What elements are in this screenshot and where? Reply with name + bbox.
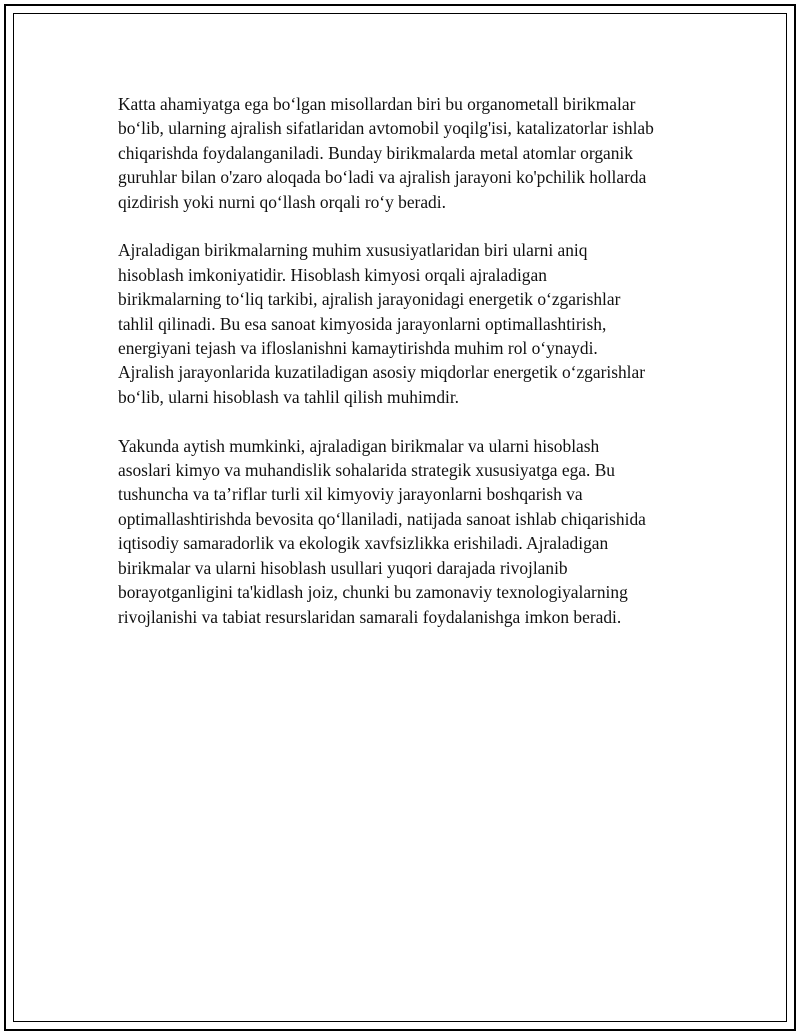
document-body	[118, 92, 696, 653]
paragraph-2: Ajraladigan birikmalarning muhim xususiyatlaridan biri ularni aniq hisoblash imkoniyatidir. Hisoblash kimyosi orqali ajraladigan birikmalarning to‘liq tarkibi, ajralish jarayonidagi energetik o‘zgarishlar tahlil qilinadi. Bu esa sanoat kimyosida jarayonlarni optimallashtirish, energiyani tejash va ifloslanishni kamaytirishda muhim rol o‘ynaydi. Ajralish jarayonlarida kuzatiladigan asosiy miqdorlar energetik o‘zgarishlar bo‘lib, ularni hisoblash va tahlil qilish muhimdir.	[118, 240, 646, 407]
paragraph-3: Yakunda aytish mumkinki, ajraladigan birikmalar va ularni hisoblash asoslari kimyo va muhandislik sohalarida strategik xususiyatga ega. Bu tushuncha va ta’riflar turli xil kimyoviy jarayonlarni boshqarish va optimallashtirishda bevosita qo‘llaniladi, natijada sanoat ishlab chiqarishida iqtisodiy samaradorlik va ekologik xavfsizlikka erishiladi. Ajraladigan birikmalar va ularni hisoblash usullari yuqori darajada rivojlanib borayotganligini ta'kidlash joiz, chunki bu zamonaviy texnologiyalarning rivojlanishi va tabiat resurslaridan samarali foydalanishga imkon beradi.	[118, 435, 646, 627]
paragraph-1: Katta ahamiyatga ega bo‘lgan misollardan biri bu organometall birikmalar bo‘lib, ularning ajralish sifatlaridan avtomobil yoqilg'isi, katalizatorlar ishlab chiqarishda foydalanganiladi. Bunday birikmalarda metal atomlar organik guruhlar bilan o'zaro aloqada bo‘ladi va ajralish jarayoni ko'pchilik hollarda qizdirish yoki nurni qo‘llash orqali ro‘y beradi.	[118, 94, 654, 212]
